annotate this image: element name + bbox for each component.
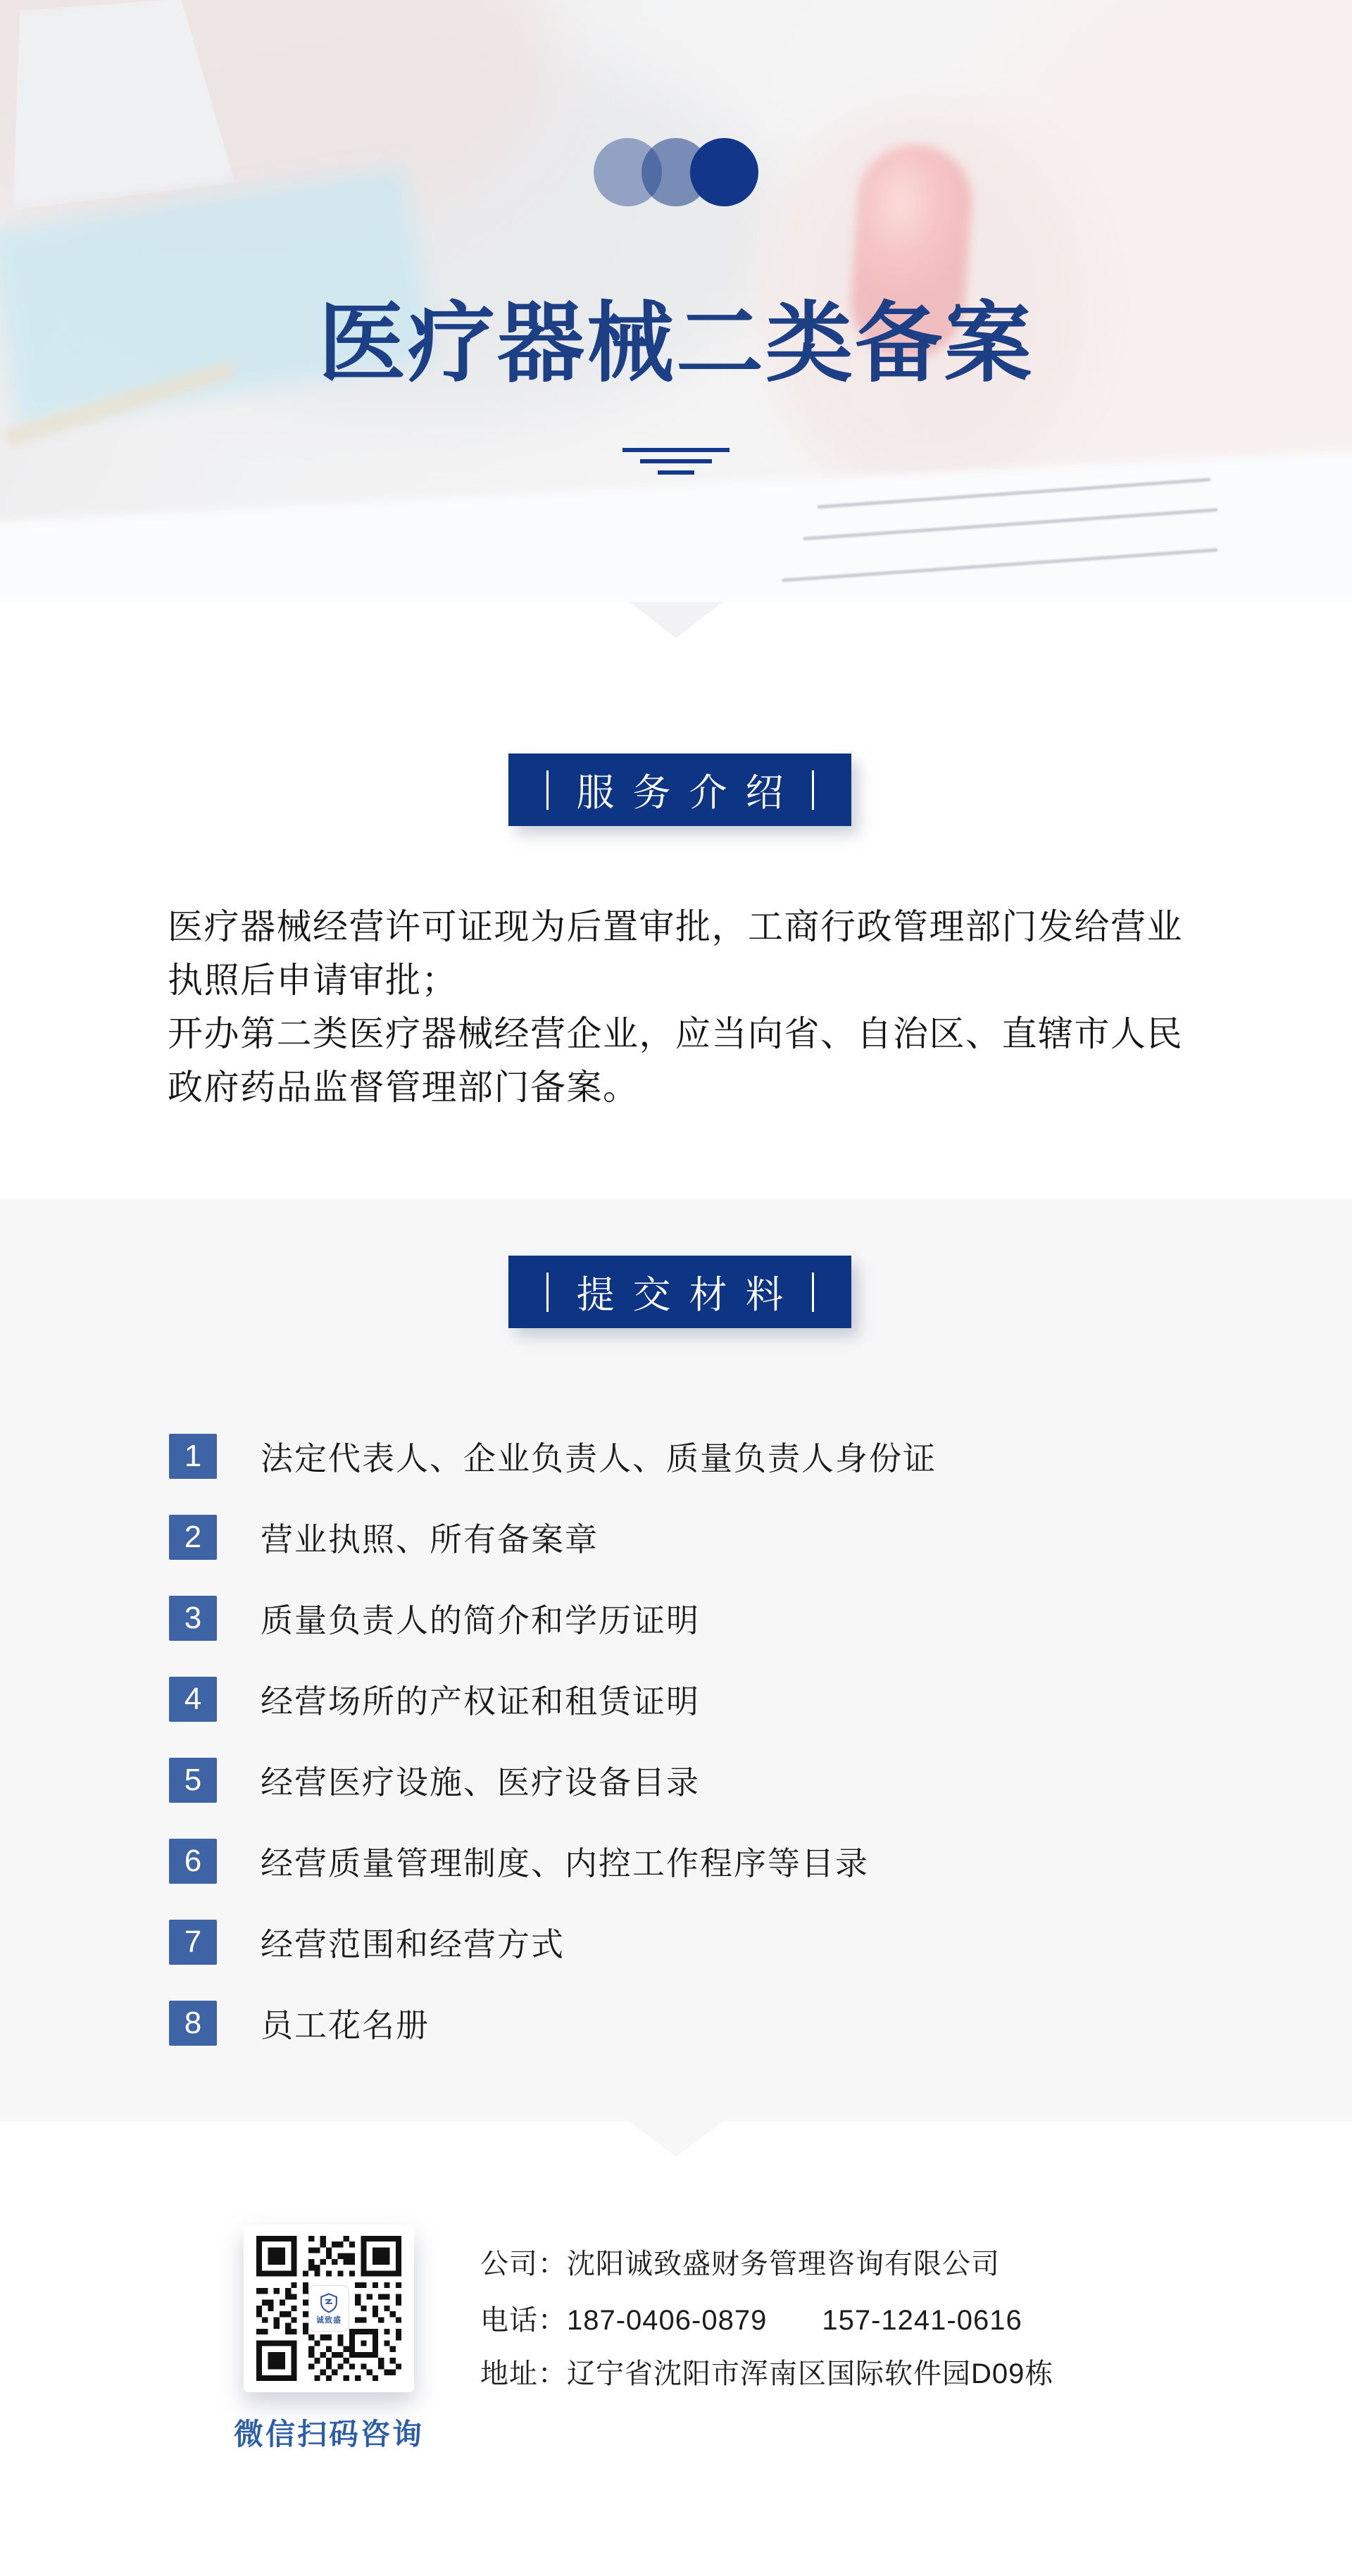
service-paragraph: 医疗器械经营许可证现为后置审批，工商行政管理部门发给营业执照后申请审批； (168, 907, 1183, 1000)
item-text: 营业执照、所有备案章 (261, 1521, 599, 1558)
item-text: 经营范围和经营方式 (261, 1926, 565, 1963)
address-value: 辽宁省沈阳市浑南区国际软件园D09栋 (567, 2358, 1054, 2389)
phone-number-1: 187-0406-0879 (567, 2305, 768, 2336)
material-item (169, 1758, 937, 1803)
company-line (480, 2242, 1000, 2282)
qr-center-logo (308, 2285, 349, 2332)
material-item (169, 1596, 937, 1641)
hero-bottom-arrow (630, 602, 722, 638)
qr-caption: 微信扫码咨询 (233, 2418, 424, 2451)
item-text: 员工花名册 (261, 2007, 430, 2044)
page-title: 医疗器械二类备案 (318, 295, 1034, 392)
material-item (169, 1515, 937, 1560)
item-number-badge: 2 (169, 1515, 217, 1560)
materials-bottom-arrow (630, 2122, 722, 2157)
shield-logo-icon (318, 2292, 339, 2313)
badge-right-bar (812, 770, 814, 810)
decoration-line (658, 470, 694, 475)
address-line (480, 2351, 1053, 2391)
wechat-qr-card (244, 2225, 414, 2392)
decoration-line (640, 459, 712, 463)
phone-line (480, 2298, 1022, 2338)
phone-label: 电话： (480, 2305, 567, 2336)
section-header-label: 服务介绍 (576, 772, 802, 814)
item-number-badge: 7 (169, 1920, 217, 1965)
materials-list (169, 1434, 937, 2046)
badge-left-bar (546, 770, 549, 810)
item-number-badge: 1 (169, 1434, 217, 1479)
service-description (168, 900, 1200, 1114)
phone-number-2: 157-1241-0616 (822, 2305, 1022, 2336)
material-item (169, 1920, 937, 1965)
section-header-service (508, 754, 851, 826)
address-label: 地址： (480, 2358, 567, 2389)
item-number-badge: 3 (169, 1596, 217, 1641)
item-number-badge: 6 (169, 1839, 217, 1884)
decoration-line (622, 448, 730, 452)
section-header-materials (508, 1256, 851, 1328)
material-item (169, 1434, 937, 1479)
item-text: 法定代表人、企业负责人、质量负责人身份证 (261, 1440, 937, 1477)
service-paragraph: 开办第二类医疗器械经营企业，应当向省、自治区、直辖市人民政府药品监督管理部门备案。 (168, 1014, 1183, 1107)
qr-logo-text: 诚致盛 (316, 2315, 342, 2325)
hero-photo (0, 0, 1352, 602)
material-item (169, 2001, 937, 2046)
item-text: 质量负责人的简介和学历证明 (261, 1602, 700, 1639)
company-value: 沈阳诚致盛财务管理咨询有限公司 (567, 2249, 1000, 2280)
badge-right-bar (812, 1273, 814, 1312)
item-text: 经营质量管理制度、内控工作程序等目录 (261, 1845, 869, 1882)
material-item (169, 1677, 937, 1722)
three-circles-logo-icon (0, 138, 1352, 207)
logo-circle-icon (690, 138, 758, 206)
item-text: 经营医疗设施、医疗设备目录 (261, 1764, 700, 1801)
title-underline-decoration (0, 448, 1352, 482)
item-number-badge: 8 (169, 2001, 217, 2046)
item-text: 经营场所的产权证和租赁证明 (261, 1683, 700, 1720)
item-number-badge: 5 (169, 1758, 217, 1803)
section-header-label: 提交材料 (576, 1274, 802, 1316)
item-number-badge: 4 (169, 1677, 217, 1722)
company-label: 公司： (480, 2249, 567, 2280)
badge-left-bar (546, 1273, 549, 1312)
material-item (169, 1839, 937, 1884)
